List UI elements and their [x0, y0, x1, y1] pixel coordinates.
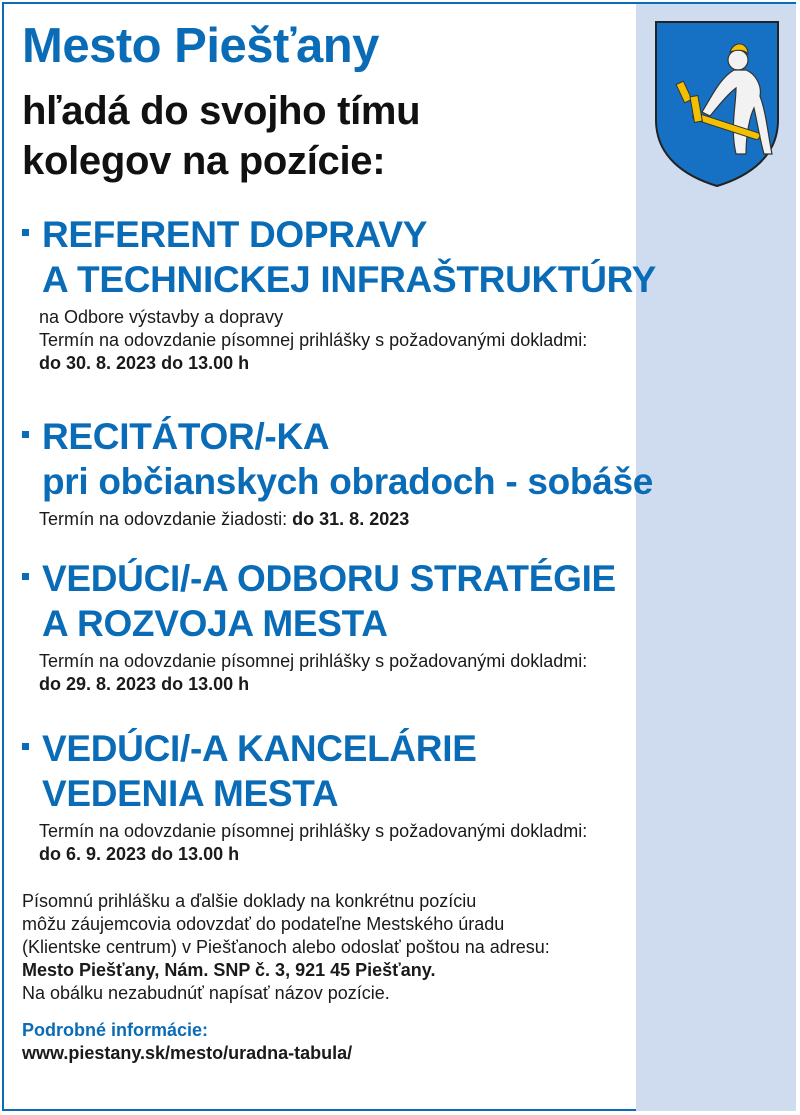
- position-department: na Odbore výstavby a dopravy: [39, 307, 284, 327]
- deadline-label: Termín na odovzdanie písomnej prihlášky s požadovanými dokladmi:: [39, 821, 588, 841]
- square-bullet-icon: [22, 229, 29, 236]
- position-title-line: RECITÁTOR/-KA: [42, 416, 330, 457]
- subtitle: [22, 86, 420, 186]
- more-info-label: Podrobné informácie:: [22, 1020, 209, 1040]
- deadline-value: do 29. 8. 2023 do 13.00 h: [39, 674, 250, 694]
- city-coat-of-arms-icon: [650, 16, 784, 190]
- position-title-line: A ROZVOJA MESTA: [42, 603, 388, 644]
- position-title: [22, 556, 616, 646]
- instructions-line: môžu záujemcovia odovzdať do podateľne Mestského úradu: [22, 914, 505, 934]
- position-veduci-odboru-strategie: [22, 556, 616, 696]
- deadline-value: do 30. 8. 2023 do 13.00 h: [39, 353, 250, 373]
- subtitle-line: hľadá do svojho tímu: [22, 89, 421, 133]
- deadline-label: Termín na odovzdanie písomnej prihlášky s požadovanými dokladmi:: [39, 330, 588, 350]
- page-title: Mesto Piešťany: [22, 19, 379, 73]
- position-title-line: A TECHNICKEJ INFRAŠTRUKTÚRY: [42, 259, 657, 300]
- instructions-line: (Klientske centrum) v Piešťanoch alebo odoslať poštou na adresu:: [22, 937, 550, 957]
- postal-address: Mesto Piešťany, Nám. SNP č. 3, 921 45 Piešťany.: [22, 960, 436, 980]
- position-title-line: VEDÚCI/-A ODBORU STRATÉGIE: [42, 558, 616, 599]
- instructions-line: Na obálku nezabudnúť napísať názov pozície.: [22, 983, 390, 1003]
- application-instructions: [22, 890, 550, 1065]
- position-title: [22, 414, 653, 504]
- deadline-label: Termín na odovzdanie žiadosti:: [39, 509, 288, 529]
- position-veduci-kancelarie: [22, 726, 587, 866]
- square-bullet-icon: [22, 743, 29, 750]
- position-title-line: VEDÚCI/-A KANCELÁRIE: [42, 728, 477, 769]
- square-bullet-icon: [22, 431, 29, 438]
- position-title-line: REFERENT DOPRAVY: [42, 214, 428, 255]
- deadline-label: Termín na odovzdanie písomnej prihlášky s požadovanými dokladmi:: [39, 651, 588, 671]
- position-referent-dopravy: [22, 212, 656, 375]
- subtitle-line: kolegov na pozície:: [22, 139, 386, 183]
- deadline-value: do 31. 8. 2023: [292, 509, 410, 529]
- position-title-line: VEDENIA MESTA: [42, 773, 339, 814]
- position-details: [22, 306, 656, 375]
- square-bullet-icon: [22, 573, 29, 580]
- position-details: [22, 650, 616, 696]
- position-title-line: pri občianskych obradoch - sobáše: [42, 461, 654, 502]
- instructions-line: Písomnú prihlášku a ďalšie doklady na konkrétnu pozíciu: [22, 891, 477, 911]
- position-title: [22, 726, 587, 816]
- position-recitator: [22, 414, 653, 531]
- position-details: [22, 820, 587, 866]
- deadline-value: do 6. 9. 2023 do 13.00 h: [39, 844, 240, 864]
- info-url-link[interactable]: www.piestany.sk/mesto/uradna-tabula/: [22, 1043, 353, 1063]
- position-details: [22, 508, 653, 531]
- position-title: [22, 212, 656, 302]
